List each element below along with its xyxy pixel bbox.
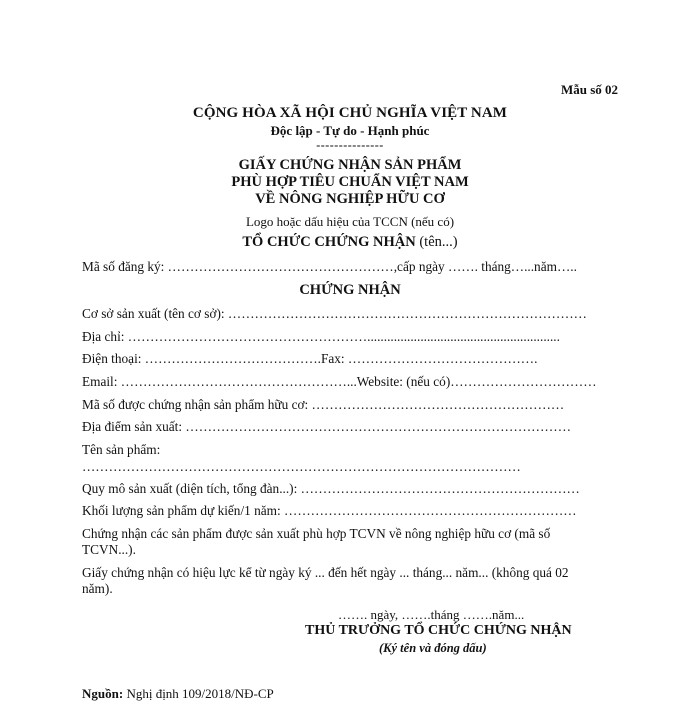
source-text: Nghị định 109/2018/NĐ-CP	[123, 686, 274, 701]
cert-code-field: Mã số được chứng nhận sản phẩm hữu cơ: …………………………………………………	[82, 397, 565, 412]
document-title-line-3: VỀ NÔNG NGHIỆP HỮU CƠ	[255, 191, 445, 207]
signature-date-line: ……. ngày, …….tháng …….năm...	[338, 607, 525, 622]
logo-note: Logo hoặc dấu hiệu của TCCN (nếu có)	[245, 214, 455, 229]
organization-label: TỔ CHỨC CHỨNG NHẬN	[242, 234, 416, 250]
signature-note: (Ký tên và đóng dấu)	[379, 641, 487, 655]
signature-title: THỦ TRƯỞNG TỔ CHỨC CHỨNG NHẬN	[305, 623, 572, 638]
statement-line-1: Chứng nhận các sản phẩm được sản xuất phù hợp TCVN về nông nghiệp hữu cơ (mã số	[82, 526, 551, 541]
certification-heading: CHỨNG NHẬN	[299, 282, 401, 298]
document-title-line-2: PHÙ HỢP TIÊU CHUẨN VIỆT NAM	[231, 174, 469, 190]
location-field: Địa điểm sản xuất: ……………………………………………………………………………	[82, 419, 572, 434]
email-website-field: Email: ……………………………………………...Website: (nếu có)……………………………	[82, 374, 597, 389]
organization-suffix: (tên...)	[415, 234, 458, 250]
organization-line	[0, 234, 700, 251]
phone-fax-field: Điện thoại: ………………………………….Fax: …………………………………….	[82, 351, 538, 366]
registration-line: Mã số đăng ký: ……………………………………………,cấp ngày ……. tháng…...năm…..	[82, 259, 577, 274]
scale-field: Quy mô sản xuất (diện tích, tổng đàn...): ………………………………………………………	[82, 481, 580, 496]
volume-field: Khối lượng sản phẩm dự kiến/1 năm: …………………………………………………………	[82, 503, 577, 518]
document-title-line-1: GIẤY CHỨNG NHẬN SẢN PHẨM	[238, 157, 462, 173]
header-separator: ---------------	[316, 138, 384, 152]
form-number: Mẫu số 02	[560, 82, 618, 97]
product-name-label: Tên sản phẩm:	[82, 442, 161, 457]
validity-line-2: năm).	[82, 581, 113, 596]
source-label: Nguồn:	[82, 686, 124, 701]
validity-line-1: Giấy chứng nhận có hiệu lực kể từ ngày ký ... đến hết ngày ... tháng... năm... (không quá 02	[82, 565, 569, 580]
statement-line-2: TCVN...).	[82, 542, 136, 557]
national-title: CỘNG HÒA XÃ HỘI CHỦ NGHĨA VIỆT NAM	[192, 105, 508, 121]
address-field: Địa chỉ: ………………………………………………..........................................................	[82, 329, 560, 344]
facility-field: Cơ sở sản xuất (tên cơ sở): ………………………………………………………………………	[82, 306, 587, 321]
product-name-field: ………………………………………………………………………………………	[82, 459, 521, 474]
national-motto: Độc lập - Tự do - Hạnh phúc	[270, 123, 430, 138]
